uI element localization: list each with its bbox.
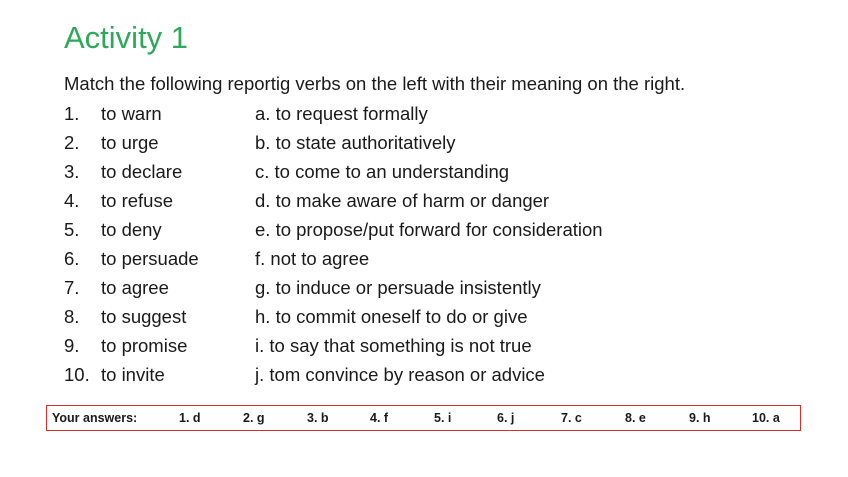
item-verb: to suggest [101,306,187,327]
item-number: 5. [64,219,80,240]
answer-value: 1. d [179,411,201,425]
item-meaning: i. to say that something is not true [255,335,532,356]
item-meaning: j. tom convince by reason or advice [255,364,545,385]
item-number: 7. [64,277,80,298]
answer-value: 6. j [497,411,515,425]
answer-value: 2. g [243,411,265,425]
item-verb: to invite [101,364,165,385]
item-number: 9. [64,335,80,356]
item-meaning: e. to propose/put forward for consideration [255,219,603,240]
answers-box [46,405,801,431]
answer-value: 10. a [752,411,780,425]
item-verb: to deny [101,219,162,240]
item-number: 6. [64,248,80,269]
answer-value: 9. h [689,411,711,425]
answer-value: 5. i [434,411,452,425]
activity-title: Activity 1 [64,20,189,55]
item-meaning: f. not to agree [255,248,370,269]
item-verb: to promise [101,335,188,356]
item-meaning: c. to come to an understanding [255,161,510,182]
item-verb: to persuade [101,248,199,269]
item-number: 8. [64,306,80,327]
item-number: 1. [64,103,80,124]
item-verb: to refuse [101,190,173,211]
item-verb: to agree [101,277,169,298]
item-number: 4. [64,190,80,211]
item-meaning: b. to state authoritatively [255,132,456,153]
item-verb: to urge [101,132,159,153]
instruction-text: Match the following reportig verbs on the left with their meaning on the right. [64,73,686,94]
answer-value: 7. c [561,411,582,425]
item-number: 2. [64,132,80,153]
answers-label: Your answers: [52,411,138,425]
item-meaning: g. to induce or persuade insistently [255,277,541,298]
item-meaning: h. to commit oneself to do or give [255,306,528,327]
item-verb: to declare [101,161,183,182]
item-meaning: a. to request formally [255,103,428,124]
answer-value: 3. b [307,411,329,425]
item-number: 3. [64,161,80,182]
answer-value: 8. e [625,411,646,425]
answer-value: 4. f [370,411,389,425]
item-meaning: d. to make aware of harm or danger [255,190,550,211]
item-number: 10. [64,364,90,385]
item-verb: to warn [101,103,162,124]
